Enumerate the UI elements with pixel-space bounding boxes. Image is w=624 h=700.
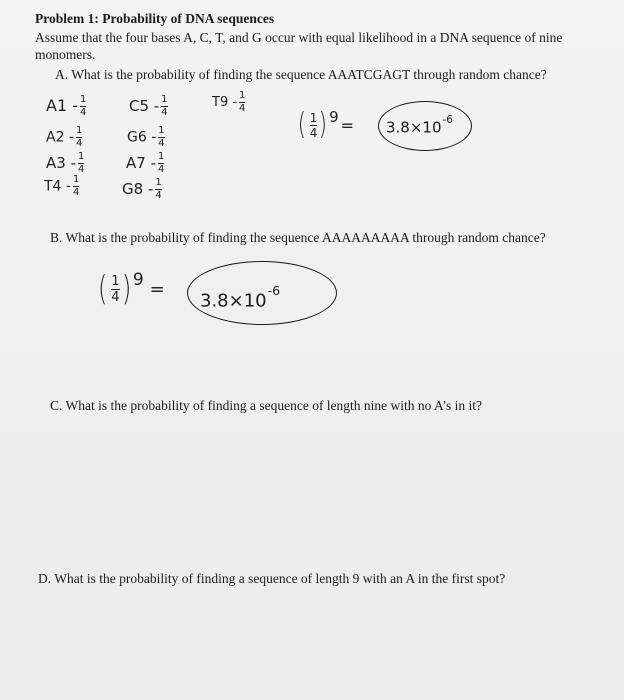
hw-position-g6: G6 - $\frac{1}{4}$ xyxy=(127,125,165,149)
open-paren: ( xyxy=(97,269,108,309)
question-d: D. What is the probability of finding a sequence of length 9 with an A in the first spot? xyxy=(38,571,506,586)
hw-position-a3: A3 - $\frac{1}{4}$ xyxy=(46,151,85,175)
question-a: A. What is the probability of finding the sequence AAATCGAGT through random chance? xyxy=(55,67,547,82)
close-paren: ) xyxy=(319,107,328,142)
question-c: C. What is the probability of finding a sequence of length nine with no A’s in it? xyxy=(50,398,483,413)
hw-expression-b: ( $\frac{1}{4}$ ) 9 = xyxy=(97,269,165,309)
close-paren: ) xyxy=(121,269,131,309)
hw-answer-a: $3.8\times 10^{-6}$ xyxy=(386,114,453,137)
question-b: B. What is the probability of finding the sequence AAAAAAAAA through random chance? xyxy=(50,230,546,245)
open-paren: ( xyxy=(297,107,306,142)
hw-answer-b: $3.8\times 10^{-6}$ xyxy=(200,283,281,312)
hw-position-t9: T9 - $\frac{1}{4}$ xyxy=(212,90,246,114)
problem-title: Problem 1: Probability of DNA sequences xyxy=(35,11,275,26)
hw-position-a7: A7 - $\frac{1}{4}$ xyxy=(126,151,165,175)
hw-position-a1: A1 - $\frac{1}{4}$ xyxy=(46,94,87,118)
hw-position-c5: C5 - $\frac{1}{4}$ xyxy=(129,94,168,118)
hw-position-a2: A2 - $\frac{1}{4}$ xyxy=(46,125,83,149)
hw-position-t4: T4 - $\frac{1}{4}$ xyxy=(44,174,80,198)
hw-position-g8: G8 - $\frac{1}{4}$ xyxy=(122,177,162,201)
problem-intro: Assume that the four bases A, C, T, and G occur with equal likelihood in a DNA sequence of nine monomers. xyxy=(35,30,563,62)
hw-expression-a: ( $\frac{1}{4}$ ) 9 = xyxy=(297,107,355,142)
